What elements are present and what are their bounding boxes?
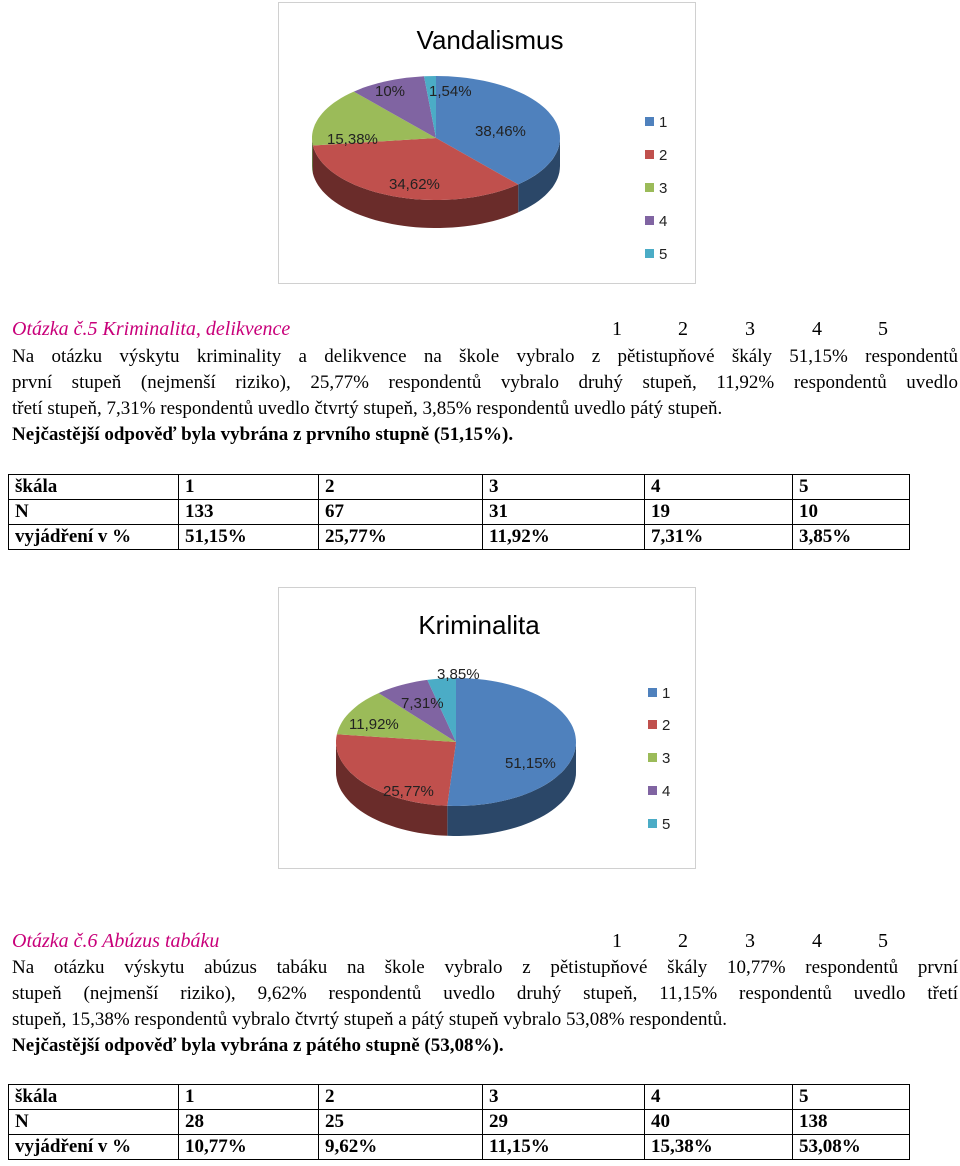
table-row [9, 525, 910, 550]
table-cell: 51,15% [179, 525, 319, 550]
legend-swatch-3 [648, 753, 657, 762]
table-cell: 25 [319, 1110, 483, 1135]
table-cell: 7,31% [645, 525, 793, 550]
question-5-text [12, 344, 958, 448]
table-cell: 67 [319, 500, 483, 525]
table-cell: 9,62% [319, 1135, 483, 1160]
table-cell: 1 [179, 1085, 319, 1110]
question-6-table [8, 1084, 910, 1160]
legend-label-2: 2 [662, 717, 671, 734]
legend-label-5: 5 [662, 816, 671, 833]
vandalismus-chart [278, 2, 696, 284]
text-line: stupeň (nejmenší riziko), 9,62% respondentů uvedlo druhý stupeň, 11,15% respondentů uvedlo třetí [12, 983, 958, 1004]
table-cell: vyjádření v % [9, 525, 179, 550]
slice-label-1: 38,46% [475, 123, 526, 140]
slice-label-4: 7,31% [401, 695, 444, 712]
table-cell: N [9, 1110, 179, 1135]
table-cell: 2 [319, 1085, 483, 1110]
table-cell: 15,38% [645, 1135, 793, 1160]
text-line: Na otázku výskytu abúzus tabáku na škole vybralo z pětistupňové škály 10,77% respondentů první [12, 957, 958, 978]
table-cell: 40 [645, 1110, 793, 1135]
text-line: Na otázku výskytu kriminality a delikvence na škole vybralo z pětistupňové škály 51,15% respondentů [12, 346, 958, 367]
table-cell: 28 [179, 1110, 319, 1135]
slice-label-2: 25,77% [383, 783, 434, 800]
scale-4: 4 [812, 318, 822, 340]
text-line: stupeň, 15,38% respondentů vybralo čtvrtý stupeň a pátý stupeň vybralo 53,08% respondentů. [12, 1009, 727, 1030]
scale-1: 1 [612, 930, 622, 952]
chart-title: Vandalismus [416, 25, 564, 55]
slice-label-5: 3,85% [437, 666, 480, 683]
legend-swatch-5 [648, 819, 657, 828]
table-row [9, 475, 910, 500]
scale-5: 5 [878, 318, 888, 340]
slice-label-5: 1,54% [429, 83, 472, 100]
question-6-title: Otázka č.6 Abúzus tabáku [12, 930, 220, 952]
table-cell: 4 [645, 475, 793, 500]
table-cell: 3 [483, 1085, 645, 1110]
legend-swatch-1 [648, 688, 657, 697]
conclusion: Nejčastější odpověď byla vybrána z prvního stupně (51,15%). [12, 424, 514, 445]
table-cell: škála [9, 1085, 179, 1110]
table-cell: škála [9, 475, 179, 500]
question-6-heading [12, 930, 952, 954]
scale-2: 2 [678, 318, 688, 340]
scale-1: 1 [612, 318, 622, 340]
table-cell: 25,77% [319, 525, 483, 550]
table-cell: 4 [645, 1085, 793, 1110]
table-cell: 2 [319, 475, 483, 500]
scale-5: 5 [878, 930, 888, 952]
legend-swatch-5 [645, 249, 654, 258]
table-cell: 11,92% [483, 525, 645, 550]
slice-label-3: 15,38% [327, 131, 378, 148]
table-cell: 11,15% [483, 1135, 645, 1160]
table-cell: 1 [179, 475, 319, 500]
question-5-title: Otázka č.5 Kriminalita, delikvence [12, 318, 291, 340]
question-5-table [8, 474, 910, 550]
legend-label-4: 4 [662, 783, 671, 800]
conclusion: Nejčastější odpověď byla vybrána z pátého stupně (53,08%). [12, 1035, 504, 1056]
table-row [9, 1110, 910, 1135]
vandalismus-pie-svg [279, 3, 695, 283]
table-cell: 5 [793, 1085, 910, 1110]
table-row [9, 500, 910, 525]
legend-swatch-4 [645, 216, 654, 225]
legend-label-2: 2 [659, 147, 668, 164]
legend [645, 114, 667, 263]
table-cell: vyjádření v % [9, 1135, 179, 1160]
table-cell: 10,77% [179, 1135, 319, 1160]
question-6-text [12, 955, 958, 1059]
table-cell: 31 [483, 500, 645, 525]
table-cell: 53,08% [793, 1135, 910, 1160]
table-row [9, 1135, 910, 1160]
slice-label-1: 51,15% [505, 755, 556, 772]
legend [648, 685, 670, 833]
table-row [9, 1085, 910, 1110]
scale-3: 3 [745, 318, 755, 340]
text-line: první stupeň (nejmenší riziko), 25,77% respondentů vybralo druhý stupeň, 11,92% respondentů uvedlo [12, 372, 958, 393]
slice-label-3: 11,92% [349, 716, 399, 733]
legend-label-4: 4 [659, 213, 668, 230]
slice-label-4: 10% [375, 83, 406, 100]
legend-swatch-3 [645, 183, 654, 192]
scale-2: 2 [678, 930, 688, 952]
table-cell: N [9, 500, 179, 525]
legend-label-3: 3 [662, 750, 671, 767]
legend-swatch-1 [645, 117, 654, 126]
kriminalita-pie-svg [279, 588, 695, 868]
table-cell: 10 [793, 500, 910, 525]
legend-label-1: 1 [659, 114, 668, 131]
table-cell: 3,85% [793, 525, 910, 550]
legend-swatch-2 [645, 150, 654, 159]
legend-label-5: 5 [659, 246, 668, 263]
table-cell: 138 [793, 1110, 910, 1135]
scale-4: 4 [812, 930, 822, 952]
legend-label-1: 1 [662, 685, 671, 702]
text-line: třetí stupeň, 7,31% respondentů uvedlo čtvrtý stupeň, 3,85% respondentů uvedlo pátý stupeň. [12, 398, 723, 419]
question-5-heading [12, 318, 952, 342]
legend-swatch-4 [648, 786, 657, 795]
table-cell: 133 [179, 500, 319, 525]
table-cell: 19 [645, 500, 793, 525]
legend-label-3: 3 [659, 180, 668, 197]
chart-title: Kriminalita [418, 610, 540, 640]
kriminalita-chart [278, 587, 696, 869]
table-cell: 29 [483, 1110, 645, 1135]
slice-label-2: 34,62% [389, 176, 440, 193]
scale-3: 3 [745, 930, 755, 952]
table-cell: 5 [793, 475, 910, 500]
table-cell: 3 [483, 475, 645, 500]
legend-swatch-2 [648, 720, 657, 729]
